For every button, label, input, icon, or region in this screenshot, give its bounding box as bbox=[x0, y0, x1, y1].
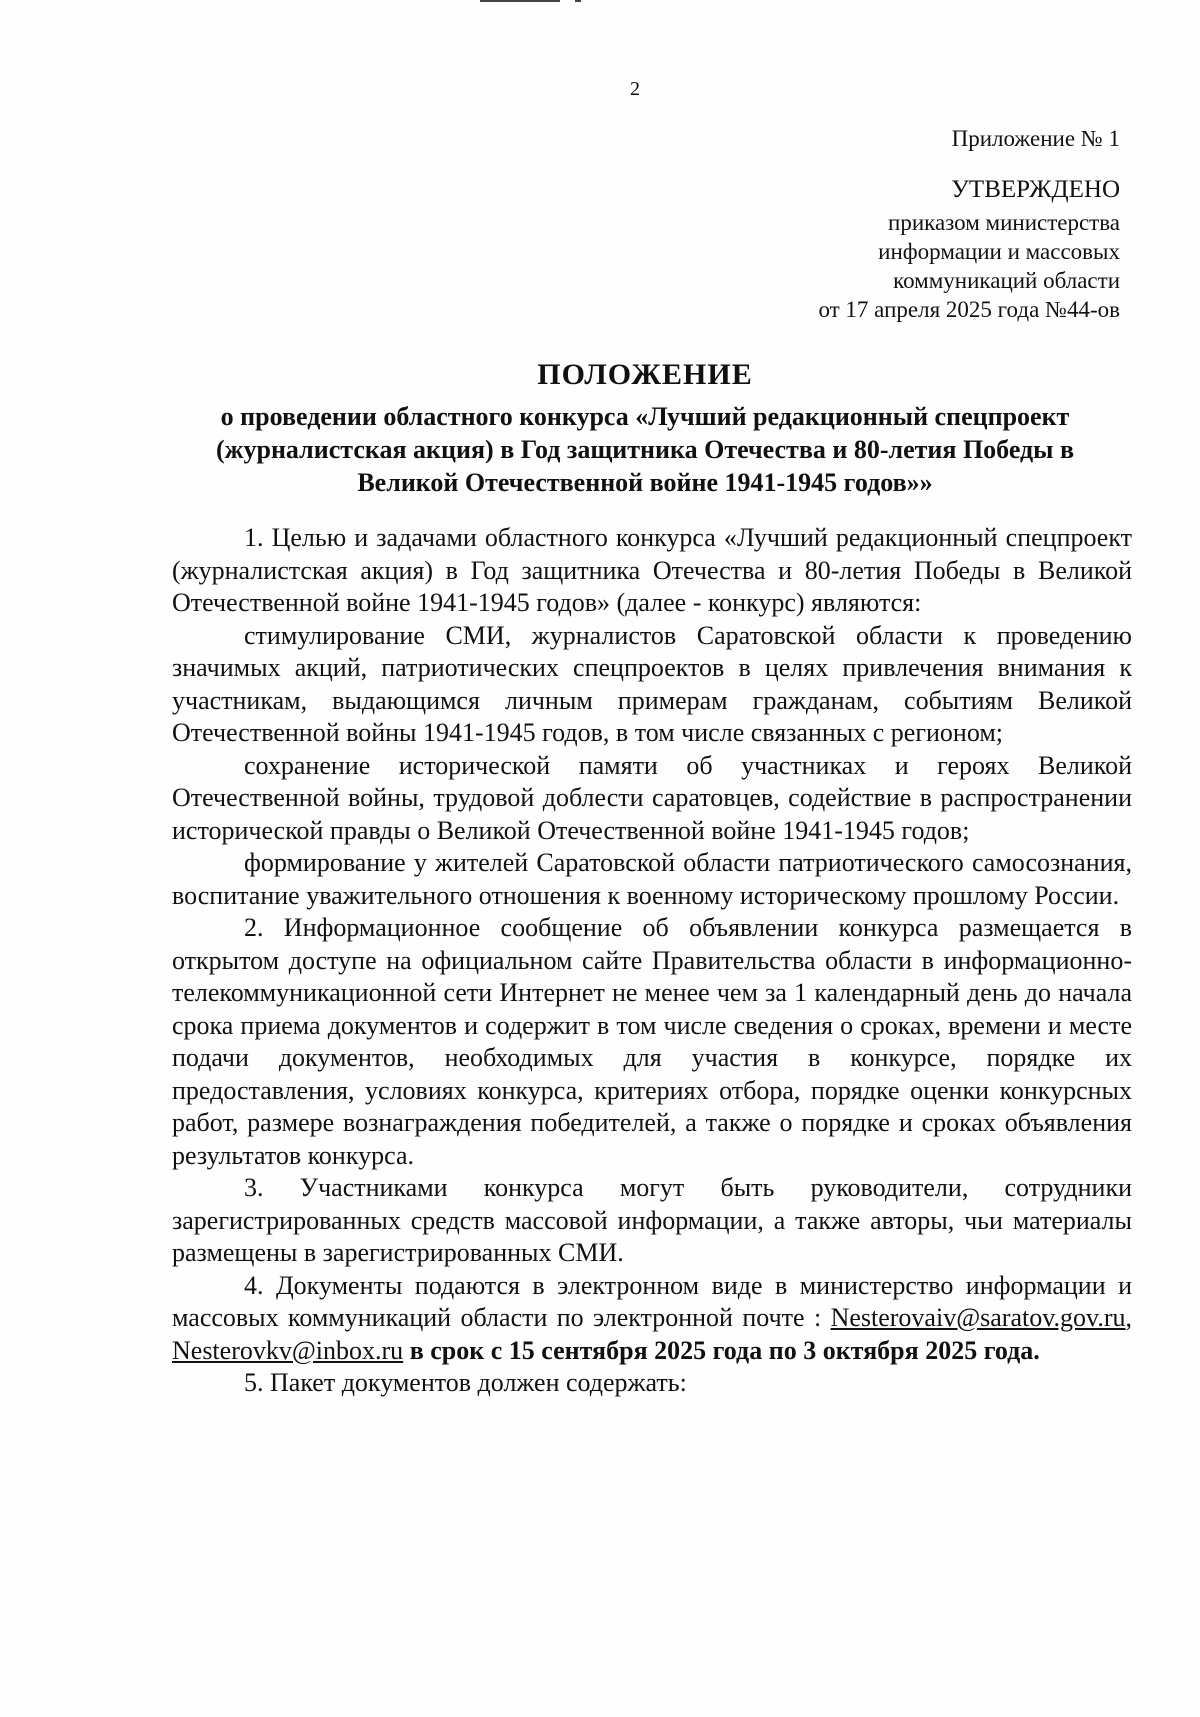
title-block bbox=[170, 358, 1120, 499]
email-separator: , bbox=[1125, 1303, 1133, 1332]
scan-edge-mark bbox=[575, 0, 581, 2]
approval-block bbox=[818, 124, 1120, 324]
email-link-1[interactable]: Nesterovaiv@saratov.gov.ru bbox=[830, 1303, 1126, 1332]
paragraph-3: 3. Участниками конкурса могут быть руководители, сотрудники зарегистрированных средств массовой информации, а также авторы, чьи материалы размещены в зарегистрированных СМИ. bbox=[172, 1173, 1132, 1267]
submission-deadline: в срок с 15 сентября 2025 года по 3 октября 2025 года. bbox=[409, 1335, 1040, 1365]
approval-line: приказом министерства bbox=[888, 210, 1120, 235]
email-link-2[interactable]: Nesterovkv@inbox.ru bbox=[172, 1335, 404, 1365]
paragraph-5: 5. Пакет документов должен содержать: bbox=[244, 1368, 687, 1397]
subtitle-line: о проведении областного конкурса «Лучший редакционный спецпроект bbox=[220, 402, 1070, 431]
page-number: 2 bbox=[630, 78, 640, 100]
document-subtitle bbox=[170, 400, 1120, 499]
annex-label: Приложение № 1 bbox=[951, 126, 1120, 151]
approved-label: УТВЕРЖДЕНО bbox=[951, 176, 1120, 203]
paragraph-2: 2. Информационное сообщение об объявлении конкурса размещается в открытом доступе на официальном сайте Правительства области в информационно-телекоммуникационной сети Интернет не менее чем за 1 календарный день до начала срока приема документов и содержит в том числе сведения о сроках, времени и месте подачи документов, необходимых для участия в конкурсе, порядке их предоставления, условиях конкурса, критериях отбора, порядке оценки конкурсных работ, размере вознаграждения победителей, а также о порядке и сроках объявления результатов конкурса. bbox=[172, 913, 1132, 1170]
approval-line: информации и массовых bbox=[878, 239, 1120, 264]
paragraph-1: 1. Целью и задачами областного конкурса «Лучший редакционный спецпроект (журналистская акция) в Год защитника Отечества и 80-летия Победы в Великой Отечественной войне 1941-1945 годов» (далее - конкурс) являются: bbox=[172, 523, 1132, 617]
document-title: ПОЛОЖЕНИЕ bbox=[537, 358, 753, 391]
paragraph-4 bbox=[172, 1270, 1132, 1368]
goal-paragraph: сохранение исторической памяти об участниках и героях Великой Отечественной войны, трудовой доблести саратовцев, содействие в распространении исторической правды о Великой Отечественной войне 1941-1945 годов; bbox=[172, 750, 1132, 845]
approval-line: коммуникаций области bbox=[893, 268, 1120, 293]
scan-edge-mark bbox=[480, 0, 560, 2]
approval-date-line: от 17 апреля 2025 года №44-ов bbox=[818, 297, 1120, 322]
subtitle-line: Великой Отечественной войне 1941-1945 годов»» bbox=[357, 468, 933, 497]
goal-paragraph: стимулирование СМИ, журналистов Саратовской области к проведению значимых акций, патриотических спецпроектов в целях привлечения внимания к участникам, выдающимся личным примерам гражданам, событиям Великой Отечественной войны 1941-1945 годов, в том числе связанных с регионом; bbox=[172, 620, 1132, 747]
subtitle-line: (журналистская акция) в Год защитника Отечества и 80-летия Победы в bbox=[215, 435, 1075, 464]
goal-paragraph: формирование у жителей Саратовской области патриотического самосознания, воспитание уважительного отношения к военному историческому прошлому России. bbox=[172, 848, 1132, 910]
document-body bbox=[172, 522, 1132, 1400]
paragraph-4-text: 4. Документы подаются в электронном виде в министерство информации и массовых коммуникаций области по электронной почте : bbox=[172, 1270, 1132, 1332]
